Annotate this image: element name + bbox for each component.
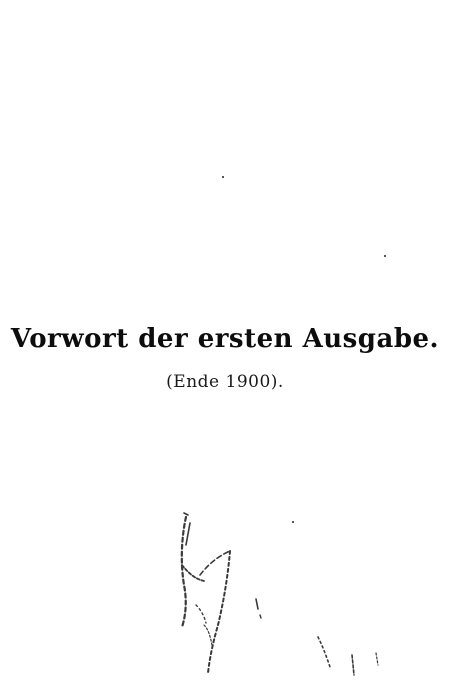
- faded-stamp-mark: [160, 505, 390, 682]
- chapter-subtitle: (Ende 1900).: [166, 372, 284, 392]
- chapter-title: Vorwort der ersten Ausgabe.: [10, 324, 440, 354]
- dust-speck: [384, 255, 386, 257]
- dust-speck: [222, 176, 224, 178]
